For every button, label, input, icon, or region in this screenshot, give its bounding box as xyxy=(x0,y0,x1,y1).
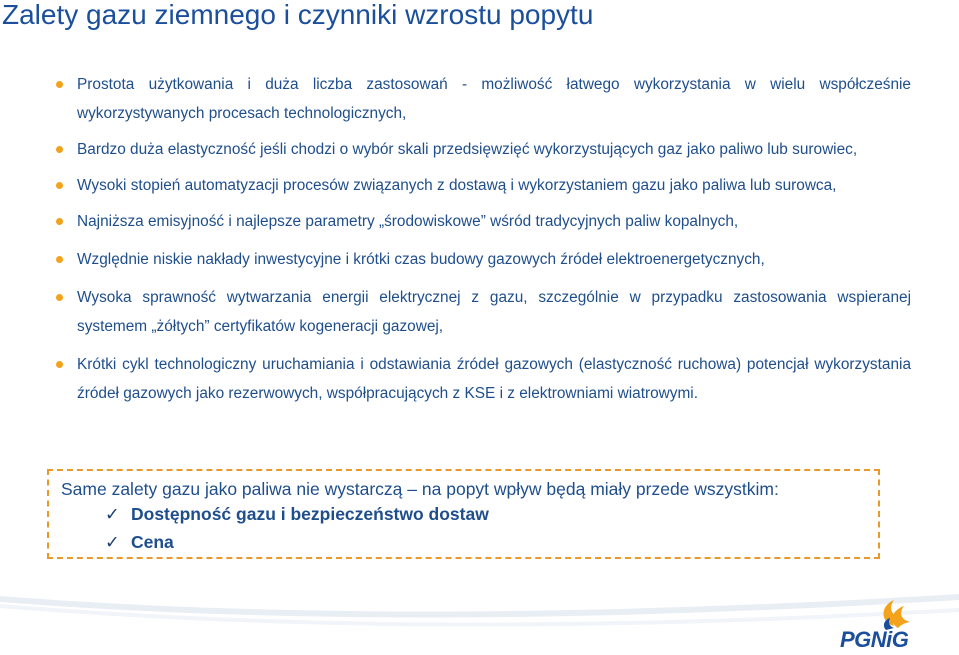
box-lead-text: Same zalety gazu jako paliwa nie wystarczą – na popyt wpływ będą miały przede wszystkim: xyxy=(61,479,779,499)
list-item: Względnie niskie nakłady inwestycyjne i krótki czas budowy gazowych źródeł elektroenergetycznych, xyxy=(56,245,911,274)
bullet-dot-icon xyxy=(56,361,63,368)
list-item: Wysoki stopień automatyzacji procesów związanych z dostawą i wykorzystaniem gazu jako paliwa lub surowca, xyxy=(56,171,911,200)
bullet-list xyxy=(56,70,911,408)
check-item: ✓ Cena xyxy=(105,532,174,552)
check-item: ✓ Dostępność gazu i bezpieczeństwo dostaw xyxy=(105,504,489,524)
bullet-dot-icon xyxy=(56,218,63,225)
bullet-dot-icon xyxy=(56,294,63,301)
list-item: Wysoka sprawność wytwarzania energii elektrycznej z gazu, szczególnie w przypadku zastosowania wspieranej systemem „żółtych” certyfikatów kogeneracji gazowej, xyxy=(56,283,911,341)
bullet-dot-icon xyxy=(56,256,63,263)
bullet-dot-icon xyxy=(56,81,63,88)
checkmark-icon: ✓ xyxy=(105,504,120,524)
checkmark-icon: ✓ xyxy=(105,532,120,552)
list-item: Bardzo duża elastyczność jeśli chodzi o wybór skali przedsięwzięć wykorzystujących gaz jako paliwo lub surowiec, xyxy=(56,135,911,164)
list-item: Krótki cykl technologiczny uruchamiania i odstawiania źródeł gazowych (elastyczność ruchowa) potencjał wykorzystania źródeł gazowych jako rezerwowych, współpracujących z KSE i z elektrowniami wiatrowymi. xyxy=(56,350,911,408)
list-item: Najniższa emisyjność i najlepsze parametry „środowiskowe” wśród tradycyjnych paliw kopalnych, xyxy=(56,207,911,236)
page-title: Zalety gazu ziemnego i czynniki wzrostu popytu xyxy=(2,0,594,30)
bullet-dot-icon xyxy=(56,182,63,189)
decorative-swoosh xyxy=(0,588,959,655)
list-item: Prostota użytkowania i duża liczba zastosowań - możliwość łatwego wykorzystania w wielu współcześnie wykorzystywanych procesach technologicznych, xyxy=(56,70,911,128)
bullet-dot-icon xyxy=(56,146,63,153)
pgnig-logo: PGNiG xyxy=(840,627,909,652)
